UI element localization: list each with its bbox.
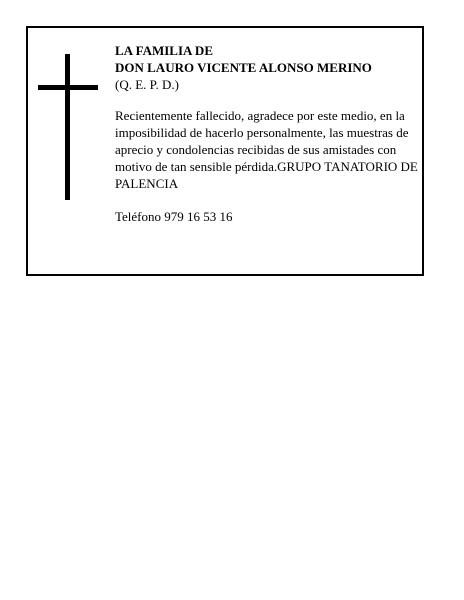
- acknowledgement-message: Recientemente fallecido, agradece por este medio, en la imposibilidad de hacerlo personalmente, las muestras de aprecio y condolencias recibidas de sus amistades con motivo de tan sensible pérdida.GRUPO TANATORIO DE PALENCIA: [115, 108, 418, 191]
- deceased-name: DON LAURO VICENTE ALONSO MERINO: [115, 60, 372, 75]
- cross-horizontal-bar: [38, 85, 98, 90]
- obituary-notice: [26, 26, 424, 276]
- phone-number: Teléfono 979 16 53 16: [115, 209, 233, 224]
- rest-in-peace-label: (Q. E. P. D.): [115, 77, 179, 92]
- cross-vertical-bar: [65, 54, 70, 200]
- latin-cross-icon: [38, 54, 98, 200]
- family-heading: LA FAMILIA DE: [115, 43, 213, 58]
- notice-text: [115, 42, 419, 225]
